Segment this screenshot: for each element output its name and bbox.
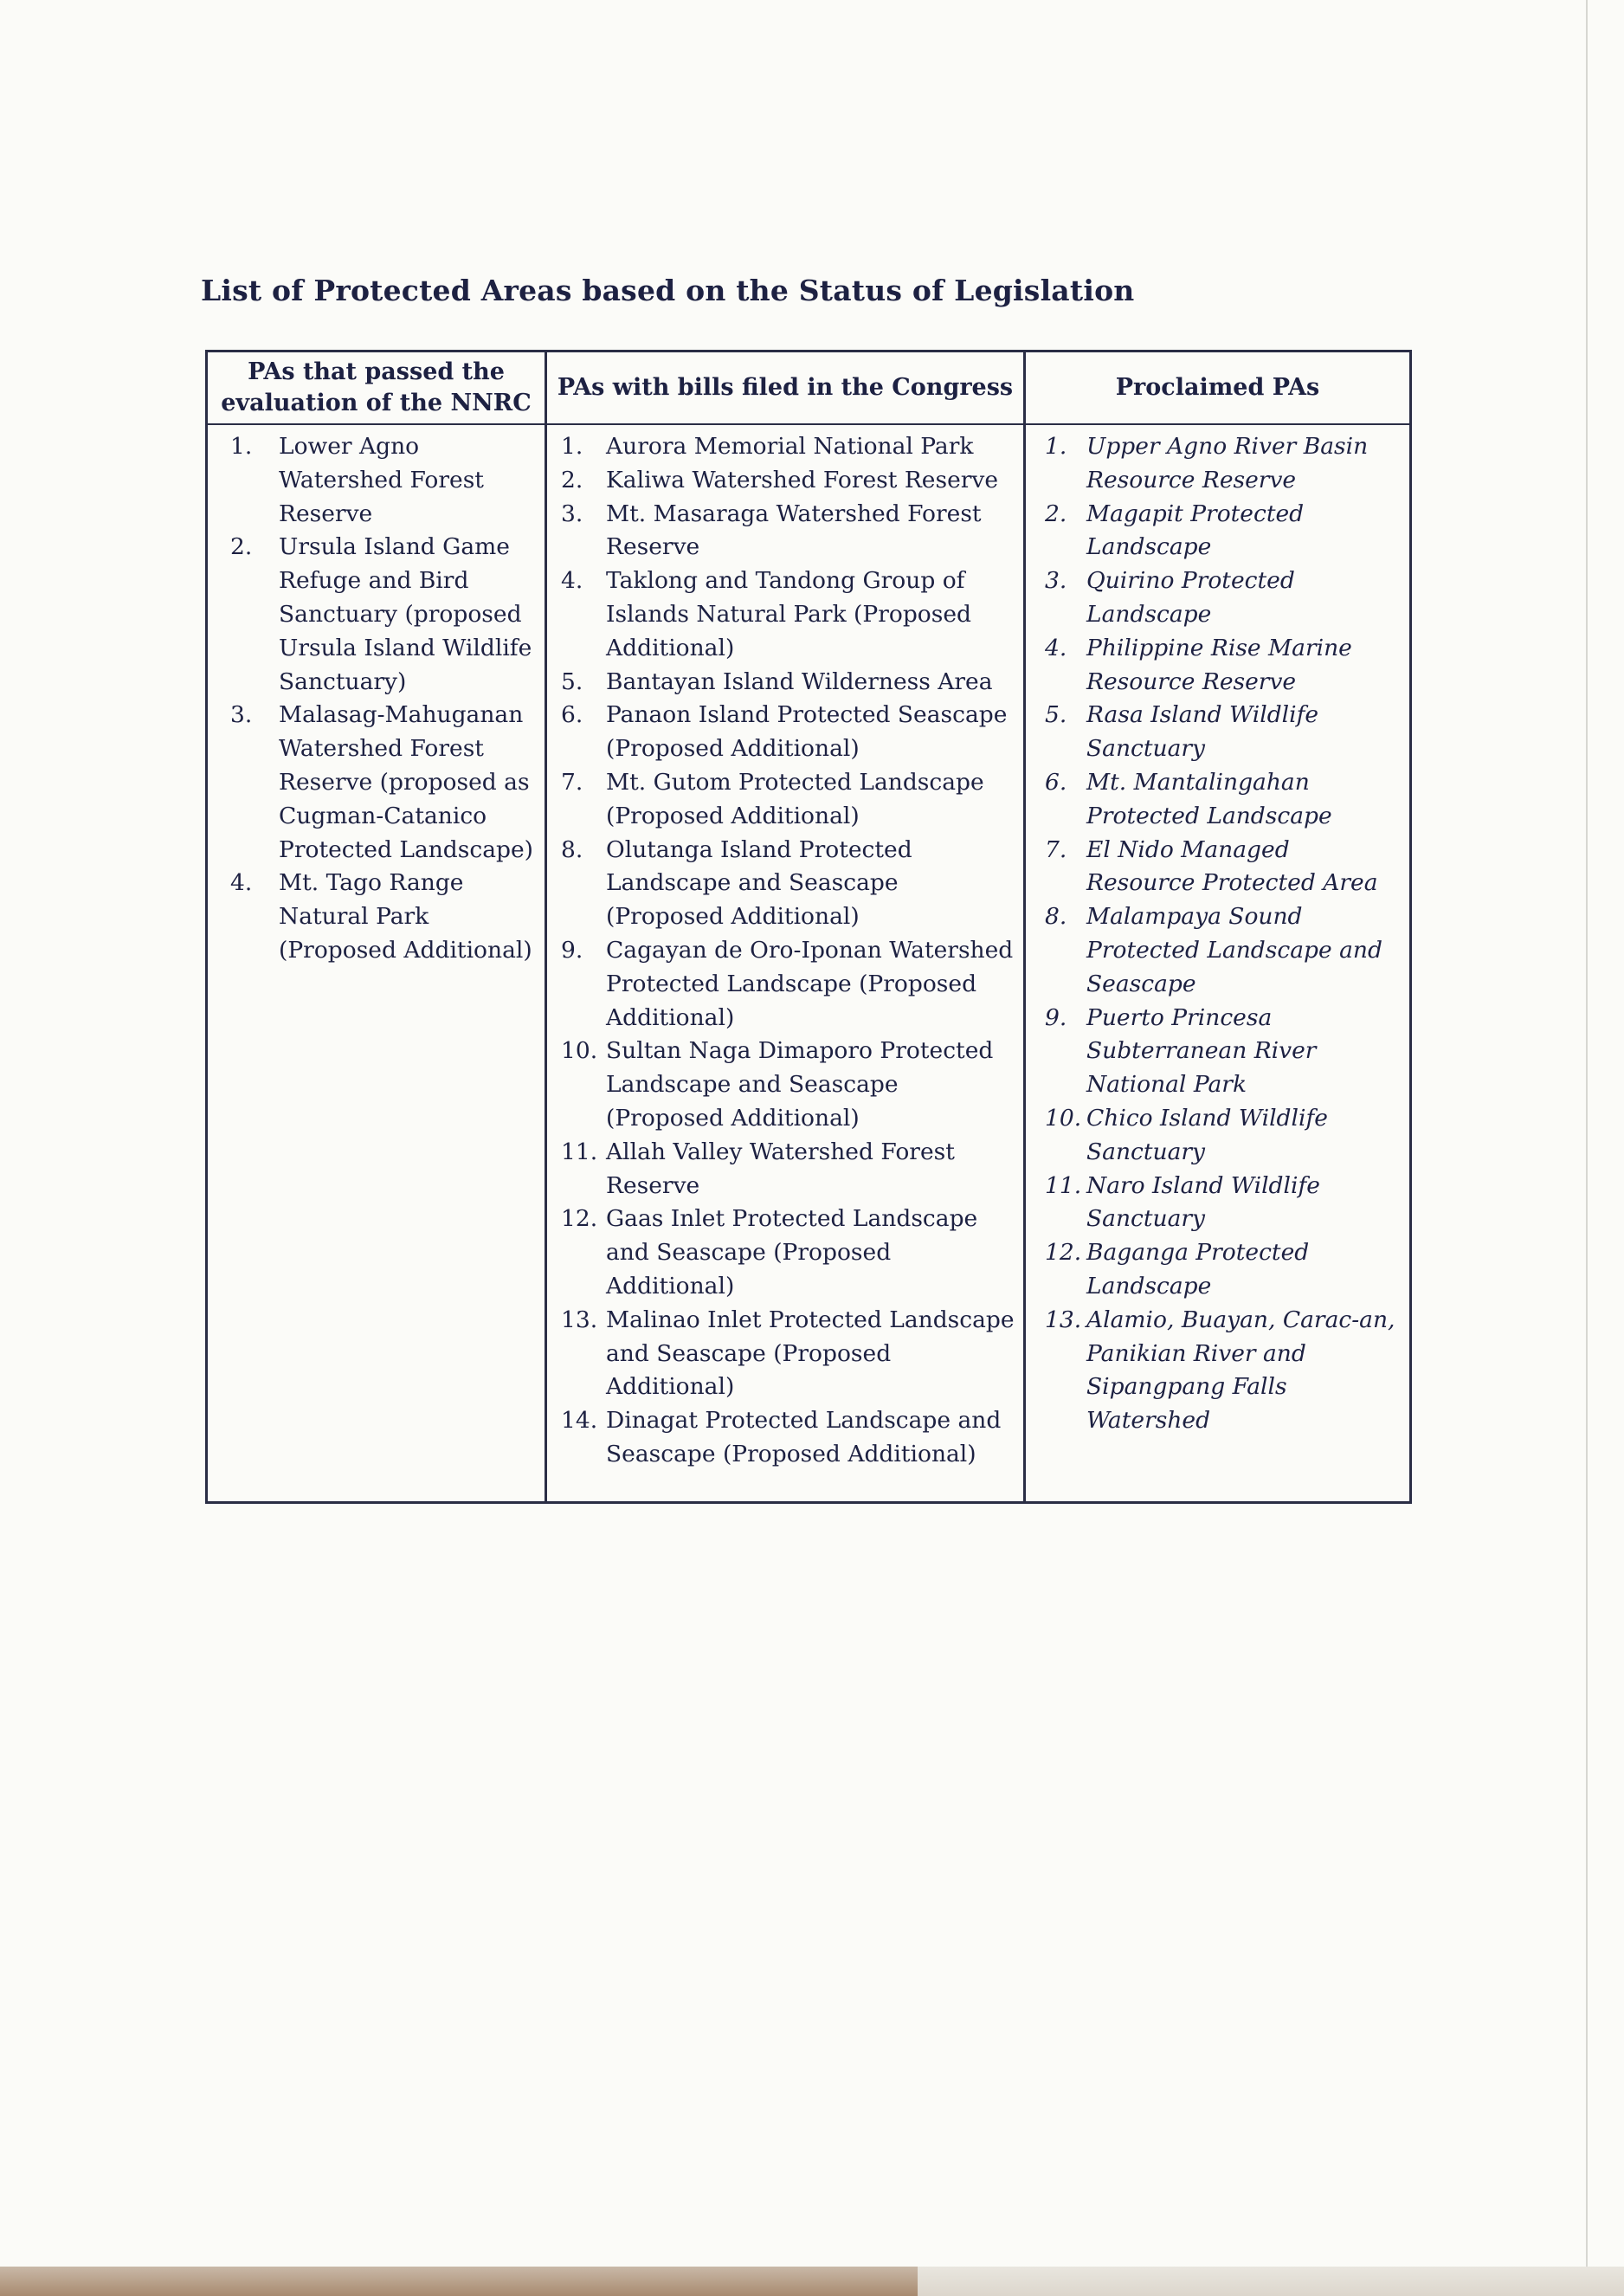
list-item bbox=[547, 1304, 1023, 1404]
list-item bbox=[1026, 699, 1409, 766]
item-number: 6. bbox=[561, 701, 583, 729]
column-header: PAs that passed the evaluation of the NNRC bbox=[208, 352, 545, 425]
list-item bbox=[547, 666, 1023, 700]
list-item bbox=[208, 430, 545, 531]
protected-areas-table bbox=[205, 350, 1412, 1504]
item-text: Puerto Princesa Subterranean River National Park bbox=[1086, 1003, 1317, 1099]
item-text: Rasa Island Wildlife Sanctuary bbox=[1086, 701, 1319, 763]
item-number: 6. bbox=[1045, 768, 1067, 796]
list-item bbox=[547, 564, 1023, 665]
list-item bbox=[1026, 498, 1409, 565]
item-number: 10. bbox=[561, 1037, 598, 1065]
item-number: 8. bbox=[1045, 903, 1067, 931]
list-item bbox=[1026, 1304, 1409, 1438]
item-number: 12. bbox=[561, 1205, 598, 1233]
list-item bbox=[547, 498, 1023, 565]
list-item bbox=[1026, 766, 1409, 834]
item-text: Quirino Protected Landscape bbox=[1086, 567, 1295, 628]
column-proclaimed bbox=[1026, 352, 1409, 1438]
item-text: Malasag-Mahuganan Watershed Forest Reserve (proposed as Cugman-Catanico Protected Landscape) bbox=[279, 701, 533, 863]
item-number: 1. bbox=[230, 433, 253, 460]
item-list bbox=[1026, 430, 1409, 1438]
item-number: 12. bbox=[1045, 1239, 1082, 1267]
column-header: PAs with bills filed in the Congress bbox=[547, 352, 1023, 425]
item-text: Sultan Naga Dimaporo Protected Landscape and Seascape (Proposed Additional) bbox=[606, 1037, 994, 1132]
item-number: 3. bbox=[561, 500, 583, 527]
item-number: 4. bbox=[230, 869, 253, 897]
item-text: Aurora Memorial National Park bbox=[606, 433, 974, 460]
item-number: 2. bbox=[230, 533, 253, 561]
list-item bbox=[208, 699, 545, 867]
item-number: 10. bbox=[1045, 1104, 1082, 1132]
item-text: Dinagat Protected Landscape and Seascape (Proposed Additional) bbox=[606, 1407, 1002, 1467]
item-text: Upper Agno River Basin Resource Reserve bbox=[1086, 433, 1369, 493]
item-text: El Nido Managed Resource Protected Area bbox=[1086, 835, 1378, 897]
item-number: 9. bbox=[561, 936, 583, 964]
item-number: 1. bbox=[1045, 433, 1067, 460]
item-text: Panaon Island Protected Seascape (Proposed Additional) bbox=[606, 701, 1008, 763]
list-item bbox=[547, 1404, 1023, 1472]
item-list bbox=[547, 430, 1023, 1472]
item-text: Olutanga Island Protected Landscape and Seascape (Proposed Additional) bbox=[606, 835, 912, 931]
item-text: Naro Island Wildlife Sanctuary bbox=[1086, 1171, 1320, 1233]
column-header: Proclaimed PAs bbox=[1026, 352, 1409, 425]
item-text: Chico Island Wildlife Sanctuary bbox=[1086, 1104, 1328, 1165]
item-number: 14. bbox=[561, 1407, 598, 1435]
item-text: Kaliwa Watershed Forest Reserve bbox=[606, 466, 999, 493]
item-text: Lower Agno Watershed Forest Reserve bbox=[279, 433, 484, 527]
background-surface bbox=[0, 2267, 1624, 2296]
item-text: Alamio, Buayan, Carac-an, Panikian River and Sipangpang Falls Watershed bbox=[1086, 1306, 1395, 1435]
list-item bbox=[1026, 1170, 1409, 1237]
item-text: Ursula Island Game Refuge and Bird Sanctuary (proposed Ursula Island Wildlife Sanctuary) bbox=[279, 533, 532, 695]
item-text: Allah Valley Watershed Forest Reserve bbox=[606, 1138, 955, 1199]
item-text: Baganga Protected Landscape bbox=[1086, 1239, 1310, 1300]
item-number: 2. bbox=[561, 466, 583, 493]
item-text: Taklong and Tandong Group of Islands Natural Park (Proposed Additional) bbox=[606, 567, 972, 661]
item-number: 4. bbox=[561, 567, 583, 595]
list-item bbox=[1026, 900, 1409, 1001]
item-text: Mt. Tago Range Natural Park (Proposed Additional) bbox=[279, 869, 532, 964]
list-item bbox=[547, 430, 1023, 464]
list-item bbox=[208, 867, 545, 967]
list-item bbox=[547, 464, 1023, 498]
document-title: List of Protected Areas based on the Status of Legislation bbox=[201, 274, 1135, 307]
list-item bbox=[547, 834, 1023, 934]
item-number: 9. bbox=[1045, 1003, 1067, 1031]
list-item bbox=[1026, 1002, 1409, 1102]
list-item bbox=[1026, 564, 1409, 632]
item-number: 7. bbox=[561, 768, 583, 796]
item-number: 7. bbox=[1045, 835, 1067, 863]
list-item bbox=[1026, 632, 1409, 700]
page-edge bbox=[1586, 0, 1588, 2296]
item-list bbox=[208, 430, 545, 968]
item-number: 11. bbox=[1045, 1171, 1082, 1199]
item-number: 13. bbox=[1045, 1306, 1082, 1333]
item-text: Magapit Protected Landscape bbox=[1086, 500, 1305, 561]
item-text: Cagayan de Oro-Iponan Watershed Protected Landscape (Proposed Additional) bbox=[606, 936, 1014, 1031]
item-text: Malinao Inlet Protected Landscape and Seascape (Proposed Additional) bbox=[606, 1306, 1015, 1401]
list-item bbox=[208, 531, 545, 699]
list-item bbox=[1026, 430, 1409, 498]
list-item bbox=[547, 1035, 1023, 1135]
column-nnrc bbox=[208, 352, 545, 968]
item-text: Mt. Masaraga Watershed Forest Reserve bbox=[606, 500, 982, 561]
list-item bbox=[547, 699, 1023, 766]
item-text: Malampaya Sound Protected Landscape and Seascape bbox=[1086, 903, 1382, 997]
item-number: 5. bbox=[1045, 701, 1067, 729]
item-number: 8. bbox=[561, 835, 583, 863]
list-item bbox=[547, 766, 1023, 834]
list-item bbox=[1026, 834, 1409, 901]
item-number: 4. bbox=[1045, 634, 1067, 661]
item-number: 5. bbox=[561, 668, 583, 695]
list-item bbox=[547, 934, 1023, 1035]
list-item bbox=[547, 1136, 1023, 1203]
list-item bbox=[1026, 1102, 1409, 1170]
item-number: 11. bbox=[561, 1138, 598, 1165]
item-text: Philippine Rise Marine Resource Reserve bbox=[1086, 634, 1352, 695]
item-number: 3. bbox=[1045, 567, 1067, 595]
item-number: 1. bbox=[561, 433, 583, 460]
item-text: Bantayan Island Wilderness Area bbox=[606, 668, 993, 695]
item-text: Mt. Gutom Protected Landscape (Proposed Additional) bbox=[606, 768, 984, 829]
item-text: Mt. Mantalingahan Protected Landscape bbox=[1086, 768, 1332, 829]
item-number: 13. bbox=[561, 1306, 598, 1333]
column-bills-filed bbox=[547, 352, 1023, 1472]
item-number: 3. bbox=[230, 701, 253, 729]
list-item bbox=[547, 1203, 1023, 1303]
item-number: 2. bbox=[1045, 500, 1067, 527]
list-item bbox=[1026, 1236, 1409, 1304]
item-text: Gaas Inlet Protected Landscape and Seascape (Proposed Additional) bbox=[606, 1205, 978, 1300]
